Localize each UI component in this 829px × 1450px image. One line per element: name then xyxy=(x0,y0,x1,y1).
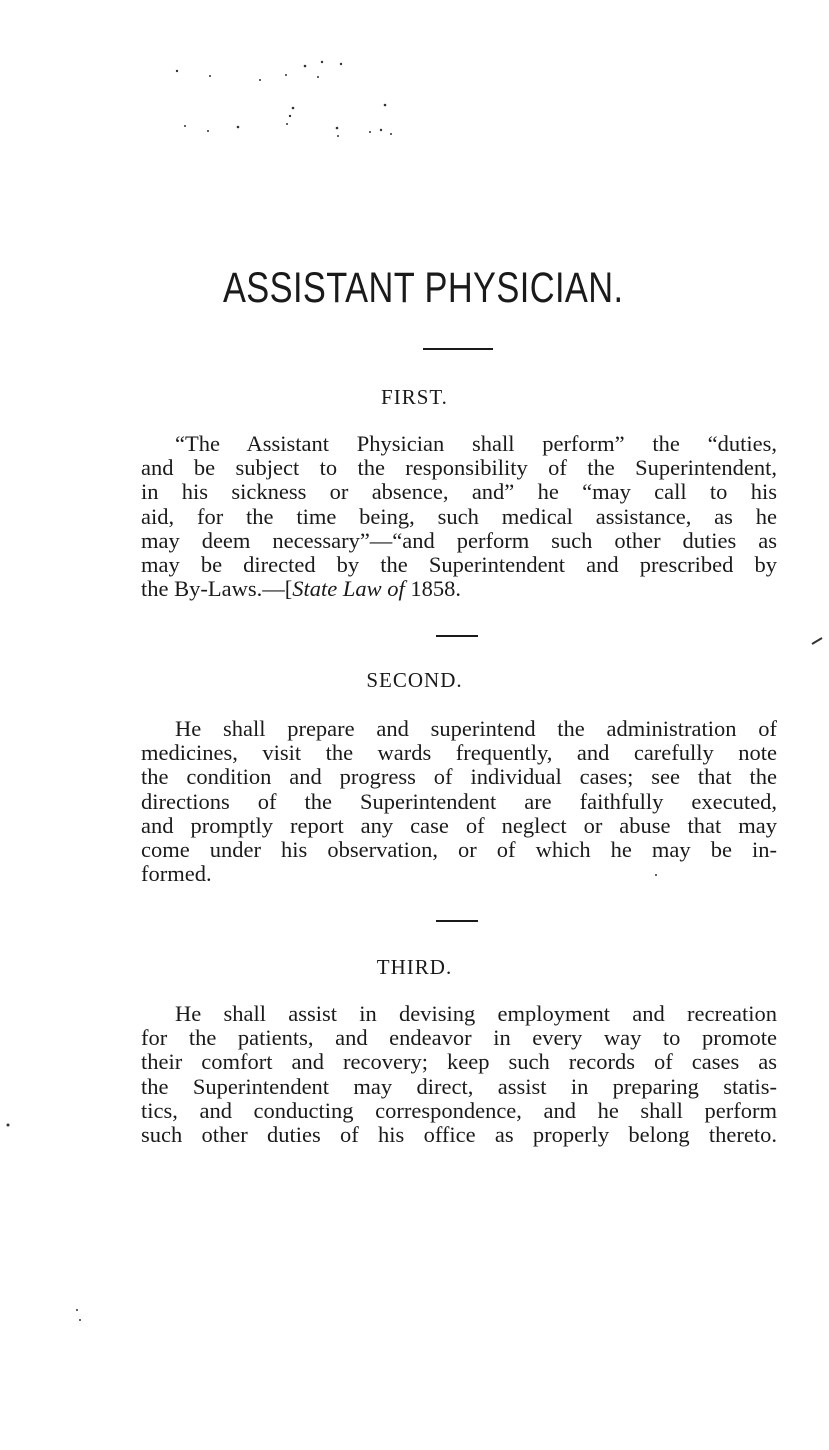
text-line: in his sickness or absence, and” he “may call to his xyxy=(141,479,777,505)
law-citation: State Law of xyxy=(292,576,405,602)
text-line: tics, and conducting correspondence, and he shall perform xyxy=(141,1097,777,1123)
section-third-paragraph xyxy=(141,1002,777,1147)
text-line: and promptly report any case of neglect or abuse that may xyxy=(141,812,777,838)
text-line: the condition and progress of individual cases; see that the xyxy=(141,764,777,790)
section-heading-second: SECOND. xyxy=(366,668,463,692)
text-line: the Superintendent may direct, assist in preparing statis- xyxy=(141,1073,777,1099)
section-first-paragraph xyxy=(141,432,777,601)
text-line xyxy=(141,577,777,601)
divider-rule xyxy=(436,920,478,922)
section-heading-third: THIRD. xyxy=(376,955,453,979)
text-line: for the patients, and endeavor in every way to promote xyxy=(141,1025,777,1051)
divider-rule xyxy=(436,635,478,637)
text-line: He shall assist in devising employment and recreation xyxy=(175,1001,777,1026)
text-line: may deem necessary”—“and perform such other duties as xyxy=(141,527,777,553)
text-line: and be subject to the responsibility of the Superintendent, xyxy=(141,455,777,481)
text-line: medicines, visit the wards frequently, and carefully note xyxy=(141,740,777,766)
text-line: “The Assistant Physician shall perform” the “duties, xyxy=(175,431,777,456)
text-line: their comfort and recovery; keep such records of cases as xyxy=(141,1049,777,1075)
text-line: formed. xyxy=(141,861,212,887)
section-heading-first: FIRST. xyxy=(381,385,448,409)
divider-rule xyxy=(423,348,493,350)
citation-year: 1858. xyxy=(404,576,461,602)
text-line: He shall prepare and superintend the administration of xyxy=(175,716,777,741)
text-line: come under his observation, or of which he may be in- xyxy=(141,837,777,863)
section-second-paragraph xyxy=(141,717,777,886)
page-title: ASSISTANT PHYSICIAN. xyxy=(222,264,624,312)
text-line: directions of the Superintendent are faithfully executed, xyxy=(141,788,777,814)
text-line: aid, for the time being, such medical assistance, as he xyxy=(141,503,777,529)
last-line-prefix: the By-Laws.—[ xyxy=(141,576,293,602)
text-line: may be directed by the Superintendent and prescribed by xyxy=(141,552,777,578)
text-line: such other duties of his office as properly belong thereto. xyxy=(141,1122,777,1148)
